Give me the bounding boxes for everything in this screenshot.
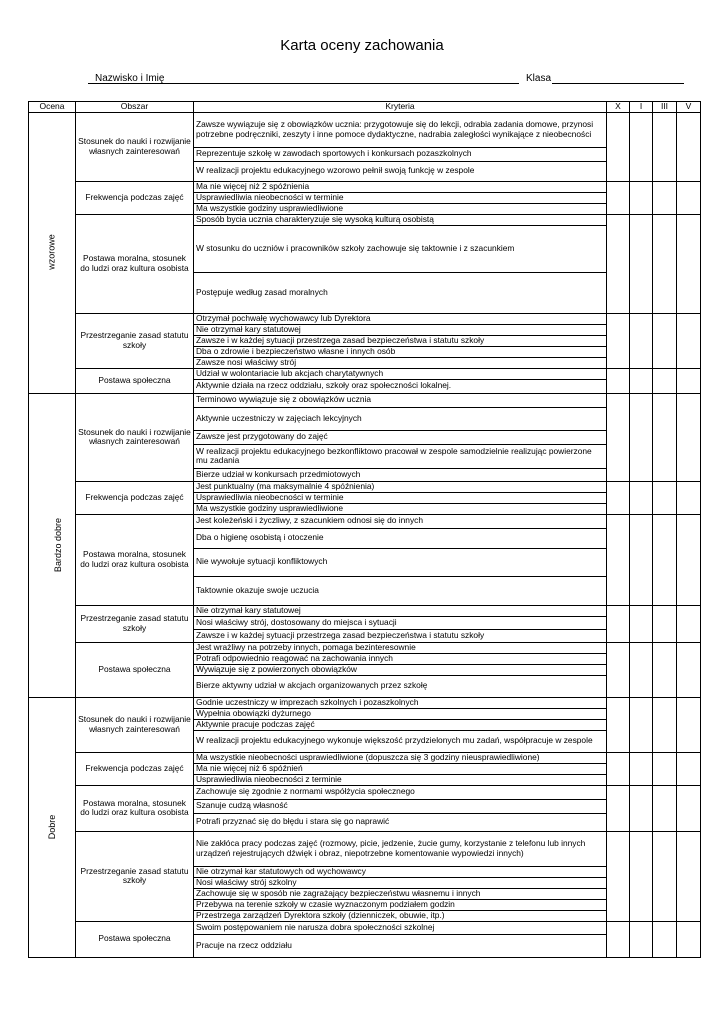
criterion-cell: Aktywnie pracuje podczas zajęć xyxy=(194,719,607,730)
mark-cell-i[interactable] xyxy=(630,605,653,642)
mark-cell-i[interactable] xyxy=(630,642,653,697)
mark-cell-v[interactable] xyxy=(677,831,701,921)
mark-cell-iii[interactable] xyxy=(653,831,677,921)
table-row xyxy=(29,752,701,763)
mark-cell-iii[interactable] xyxy=(653,481,677,514)
mark-cell-i[interactable] xyxy=(630,752,653,785)
page-title: Karta oceny zachowania xyxy=(280,37,444,54)
criterion-cell: Zachowuje się zgodnie z normami współżycia społecznego xyxy=(194,785,607,799)
mark-cell-x[interactable] xyxy=(607,393,630,481)
area-cell: Stosunek do nauki i rozwijanie własnych zainteresowań xyxy=(76,697,194,752)
grade-cell xyxy=(29,112,76,393)
mark-cell-x[interactable] xyxy=(607,481,630,514)
mark-cell-v[interactable] xyxy=(677,642,701,697)
criterion-cell: Postępuje według zasad moralnych xyxy=(194,272,607,313)
criterion-cell: Reprezentuje szkołę w zawodach sportowych i konkursach pozaszkolnych xyxy=(194,147,607,161)
table-row xyxy=(29,642,701,653)
header-i: I xyxy=(630,102,653,113)
table-row xyxy=(29,785,701,799)
mark-cell-v[interactable] xyxy=(677,514,701,605)
area-cell: Postawa moralna, stosunek do ludzi oraz kultura osobista xyxy=(76,214,194,313)
mark-cell-v[interactable] xyxy=(677,481,701,514)
mark-cell-v[interactable] xyxy=(677,181,701,214)
criterion-cell: W realizacji projektu edukacyjnego bezkonfliktowo pracował w zespole samodzielnie realizując powierzone mu zadania xyxy=(194,444,607,468)
header-iii: III xyxy=(653,102,677,113)
grade-cell xyxy=(29,697,76,957)
criterion-cell: Jest punktualny (ma maksymalnie 4 spóźnienia) xyxy=(194,481,607,492)
mark-cell-x[interactable] xyxy=(607,214,630,313)
mark-cell-i[interactable] xyxy=(630,368,653,393)
mark-cell-x[interactable] xyxy=(607,831,630,921)
criterion-cell: Sposób bycia ucznia charakteryzuje się wysoką kulturą osobistą xyxy=(194,214,607,225)
mark-cell-v[interactable] xyxy=(677,313,701,368)
area-cell: Postawa moralna, stosunek do ludzi oraz kultura osobista xyxy=(76,785,194,831)
criterion-cell: Zawsze i w każdej sytuacji przestrzega zasad bezpieczeństwa i statutu szkoły xyxy=(194,629,607,642)
mark-cell-iii[interactable] xyxy=(653,214,677,313)
mark-cell-x[interactable] xyxy=(607,112,630,181)
mark-cell-i[interactable] xyxy=(630,697,653,752)
criterion-cell: Ma nie więcej niż 2 spóźnienia xyxy=(194,181,607,192)
table-row xyxy=(29,697,701,708)
criterion-cell: Zachowuje się w sposób nie zagrażający bezpieczeństwu własnemu i innych xyxy=(194,888,607,899)
criterion-cell: W stosunku do uczniów i pracowników szkoły zachowuje się taktownie i z szacunkiem xyxy=(194,225,607,272)
criterion-cell: Nosi właściwy strój, dostosowany do miejsca i sytuacji xyxy=(194,616,607,629)
criterion-cell: Zawsze wywiązuje się z obowiązków ucznia: przygotowuje się do lekcji, odrabia zadania domowe, przynosi potrzebne podręczniki, zeszyty i inne pomoce dydaktyczne, nadrabia zaległości wynikające z nieobecności xyxy=(194,112,607,147)
criterion-cell: Bierze aktywny udział w akcjach organizowanych przez szkołę xyxy=(194,675,607,697)
criterion-cell: Aktywnie działa na rzecz oddziału, szkoły oraz społeczności lokalnej. xyxy=(194,379,607,393)
criterion-cell: Potrafi odpowiednio reagować na zachowania innych xyxy=(194,653,607,664)
table-row xyxy=(29,921,701,934)
table-row xyxy=(29,831,701,866)
grade-label: wzorowe xyxy=(46,234,57,271)
header-obszar: Obszar xyxy=(76,102,194,113)
area-cell: Postawa moralna, stosunek do ludzi oraz kultura osobista xyxy=(76,514,194,605)
table-row xyxy=(29,605,701,616)
grade-label: Bardzo dobre xyxy=(52,517,63,572)
mark-cell-i[interactable] xyxy=(630,481,653,514)
criterion-cell: Ma wszystkie nieobecności usprawiedliwione (dopuszcza się 3 godziny nieusprawiedliwione) xyxy=(194,752,607,763)
criterion-cell: Przestrzega zarządzeń Dyrektora szkoły (dzienniczek, obuwie, itp.) xyxy=(194,910,607,921)
area-cell: Frekwencja podczas zajęć xyxy=(76,181,194,214)
mark-cell-v[interactable] xyxy=(677,921,701,957)
criterion-cell: Nosi właściwy strój szkolny xyxy=(194,877,607,888)
area-cell: Przestrzeganie zasad statutu szkoły xyxy=(76,831,194,921)
criterion-cell: Wywiązuje się z powierzonych obowiązków xyxy=(194,664,607,675)
mark-cell-v[interactable] xyxy=(677,752,701,785)
criterion-cell: Usprawiedliwia nieobecności w terminie xyxy=(194,192,607,203)
table-row xyxy=(29,181,701,192)
criterion-cell: Taktownie okazuje swoje uczucia xyxy=(194,576,607,605)
mark-cell-v[interactable] xyxy=(677,697,701,752)
mark-cell-iii[interactable] xyxy=(653,697,677,752)
class-field[interactable] xyxy=(552,83,684,84)
criterion-cell: Ma nie więcej niż 6 spóźnień xyxy=(194,763,607,774)
mark-cell-iii[interactable] xyxy=(653,514,677,605)
mark-cell-iii[interactable] xyxy=(653,393,677,481)
mark-cell-x[interactable] xyxy=(607,514,630,605)
table-row xyxy=(29,214,701,225)
student-name-field[interactable] xyxy=(88,83,519,84)
class-label: Klasa xyxy=(526,73,552,84)
mark-cell-iii[interactable] xyxy=(653,112,677,181)
mark-cell-x[interactable] xyxy=(607,605,630,642)
header-ocena: Ocena xyxy=(29,102,76,113)
criterion-cell: Nie otrzymał kary statutowej xyxy=(194,605,607,616)
mark-cell-i[interactable] xyxy=(630,214,653,313)
grade-label: Dobre xyxy=(46,814,57,840)
criterion-cell: Bierze udział w konkursach przedmiotowych xyxy=(194,468,607,481)
criterion-cell: Przebywa na terenie szkoły w czasie wyznaczonym podziałem godzin xyxy=(194,899,607,910)
mark-cell-iii[interactable] xyxy=(653,605,677,642)
mark-cell-i[interactable] xyxy=(630,921,653,957)
mark-cell-x[interactable] xyxy=(607,368,630,393)
criterion-cell: Ma wszystkie godziny usprawiedliwione xyxy=(194,503,607,514)
table-row xyxy=(29,313,701,324)
area-cell: Frekwencja podczas zajęć xyxy=(76,752,194,785)
mark-cell-iii[interactable] xyxy=(653,921,677,957)
area-cell: Przestrzeganie zasad statutu szkoły xyxy=(76,313,194,368)
area-cell: Postawa społeczna xyxy=(76,921,194,957)
criterion-cell: Ma wszystkie godziny usprawiedliwione xyxy=(194,203,607,214)
mark-cell-x[interactable] xyxy=(607,181,630,214)
student-name-label: Nazwisko i Imię xyxy=(95,73,165,84)
criterion-cell: Terminowo wywiązuje się z obowiązków ucznia xyxy=(194,393,607,407)
area-cell: Stosunek do nauki i rozwijanie własnych zainteresowań xyxy=(76,112,194,181)
mark-cell-i[interactable] xyxy=(630,831,653,921)
table-row xyxy=(29,112,701,147)
area-cell: Postawa społeczna xyxy=(76,368,194,393)
table-row xyxy=(29,368,701,379)
criterion-cell: Usprawiedliwia nieobecności z terminie xyxy=(194,774,607,785)
mark-cell-iii[interactable] xyxy=(653,368,677,393)
criterion-cell: Potrafi przyznać się do błędu i stara się go naprawić xyxy=(194,813,607,831)
mark-cell-v[interactable] xyxy=(677,368,701,393)
criterion-cell: Nie wywołuje sytuacji konfliktowych xyxy=(194,548,607,576)
mark-cell-iii[interactable] xyxy=(653,642,677,697)
mark-cell-iii[interactable] xyxy=(653,181,677,214)
area-cell: Przestrzeganie zasad statutu szkoły xyxy=(76,605,194,642)
mark-cell-x[interactable] xyxy=(607,697,630,752)
criterion-cell: Wypełnia obowiązki dyżurnego xyxy=(194,708,607,719)
table-header-row xyxy=(29,102,701,113)
criterion-cell: Swoim postępowaniem nie narusza dobra społeczności szkolnej xyxy=(194,921,607,934)
mark-cell-x[interactable] xyxy=(607,642,630,697)
mark-cell-x[interactable] xyxy=(607,313,630,368)
criterion-cell: Udział w wolontariacie lub akcjach charytatywnych xyxy=(194,368,607,379)
criterion-cell: Nie zakłóca pracy podczas zajęć (rozmowy, picie, jedzenie, żucie gumy, korzystanie z telefonu lub innych urządzeń rejestrujących dźwięk i obraz, niepotrzebne komentowanie wypowiedzi innych) xyxy=(194,831,607,866)
criterion-cell: Aktywnie uczestniczy w zajęciach lekcyjnych xyxy=(194,407,607,430)
mark-cell-v[interactable] xyxy=(677,785,701,831)
mark-cell-iii[interactable] xyxy=(653,785,677,831)
area-cell: Postawa społeczna xyxy=(76,642,194,697)
mark-cell-i[interactable] xyxy=(630,112,653,181)
area-cell: Frekwencja podczas zajęć xyxy=(76,481,194,514)
criterion-cell: Dba o zdrowie i bezpieczeństwo własne i innych osób xyxy=(194,346,607,357)
criterion-cell: Zawsze jest przygotowany do zajęć xyxy=(194,430,607,444)
area-cell: Stosunek do nauki i rozwijanie własnych zainteresowań xyxy=(76,393,194,481)
mark-cell-x[interactable] xyxy=(607,752,630,785)
criterion-cell: Jest koleżeński i życzliwy, z szacunkiem odnosi się do innych xyxy=(194,514,607,528)
header-kryteria: Kryteria xyxy=(194,102,607,113)
table-row xyxy=(29,514,701,528)
criterion-cell: Jest wrażliwy na potrzeby innych, pomaga bezinteresownie xyxy=(194,642,607,653)
criterion-cell: Nie otrzymał kar statutowych od wychowawcy xyxy=(194,866,607,877)
mark-cell-iii[interactable] xyxy=(653,313,677,368)
mark-cell-v[interactable] xyxy=(677,214,701,313)
header-x: X xyxy=(607,102,630,113)
mark-cell-i[interactable] xyxy=(630,181,653,214)
mark-cell-v[interactable] xyxy=(677,112,701,181)
criterion-cell: Nie otrzymał kary statutowej xyxy=(194,324,607,335)
table-row xyxy=(29,393,701,407)
criterion-cell: Godnie uczestniczy w imprezach szkolnych i pozaszkolnych xyxy=(194,697,607,708)
criterion-cell: W realizacji projektu edukacyjnego wzorowo pełnił swoją funkcję w zespole xyxy=(194,161,607,181)
mark-cell-i[interactable] xyxy=(630,393,653,481)
header-v: V xyxy=(677,102,701,113)
mark-cell-x[interactable] xyxy=(607,785,630,831)
criterion-cell: Pracuje na rzecz oddziału xyxy=(194,934,607,957)
mark-cell-x[interactable] xyxy=(607,921,630,957)
criterion-cell: Zawsze i w każdej sytuacji przestrzega zasad bezpieczeństwa i statutu szkoły xyxy=(194,335,607,346)
criterion-cell: W realizacji projektu edukacyjnego wykonuje większość przydzielonych mu zadań, współpracuje w zespole xyxy=(194,730,607,752)
mark-cell-v[interactable] xyxy=(677,605,701,642)
mark-cell-i[interactable] xyxy=(630,514,653,605)
behavior-table xyxy=(28,101,701,958)
criterion-cell: Otrzymał pochwałę wychowawcy lub Dyrektora xyxy=(194,313,607,324)
criterion-cell: Szanuje cudzą własność xyxy=(194,799,607,813)
mark-cell-iii[interactable] xyxy=(653,752,677,785)
mark-cell-v[interactable] xyxy=(677,393,701,481)
mark-cell-i[interactable] xyxy=(630,313,653,368)
criterion-cell: Zawsze nosi właściwy strój xyxy=(194,357,607,368)
table-row xyxy=(29,481,701,492)
criterion-cell: Usprawiedliwia nieobecności w terminie xyxy=(194,492,607,503)
criterion-cell: Dba o higienę osobistą i otoczenie xyxy=(194,528,607,548)
mark-cell-i[interactable] xyxy=(630,785,653,831)
grade-cell xyxy=(29,393,76,697)
